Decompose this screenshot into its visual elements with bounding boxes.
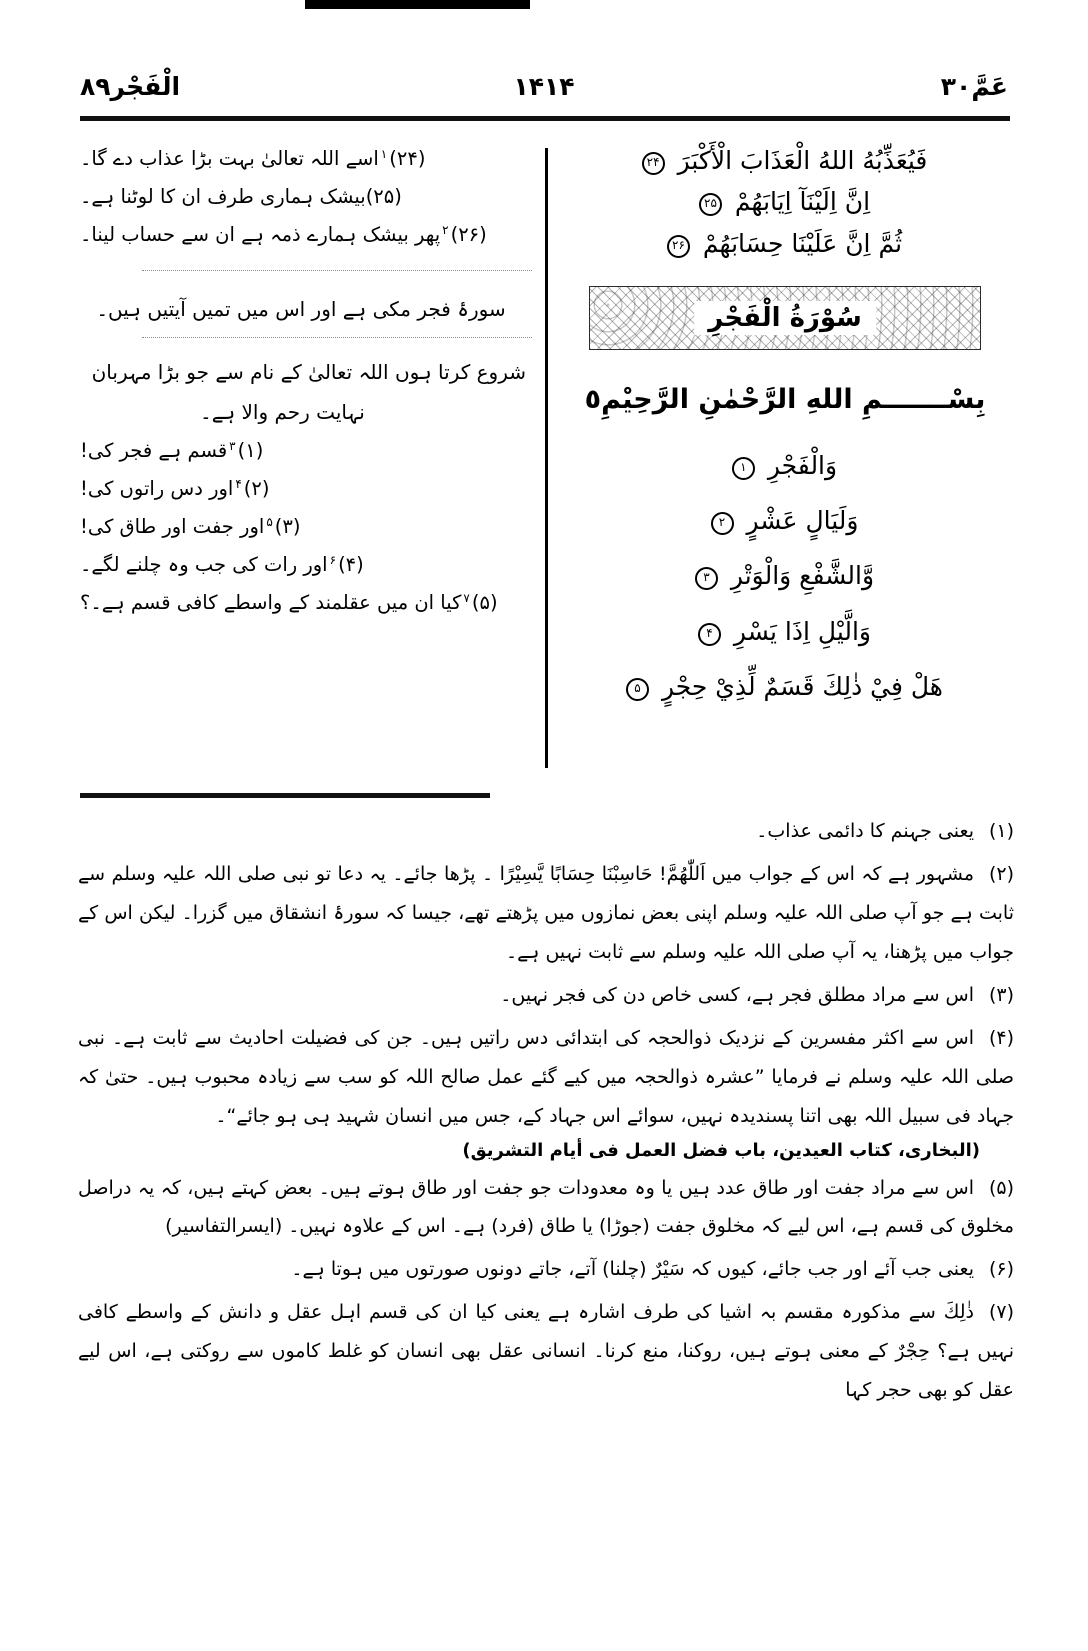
urdu-verse-number: (۲۴) bbox=[389, 147, 426, 170]
ayah-text: فَيُعَذِّبُهُ اللهُ الْعَذَابَ الْأَكْبَرَ bbox=[677, 146, 928, 175]
urdu-translation-line bbox=[80, 216, 532, 254]
footnote-marker: (۵) bbox=[988, 1176, 1014, 1199]
ayah-number: ۴ bbox=[698, 623, 721, 646]
urdu-verse-number: (۱) bbox=[237, 439, 264, 463]
footnote-text: اس سے اکثر مفسرین کے نزدیک ذوالحجہ کی ابتدائی دس راتیں ہیں۔ جن کی فضیلت احادیث سے ثابت ہے۔ نبی صلی اللہ علیہ وسلم نے فرمایا ”عشرہ ذوالحجہ میں کیے گئے عمل صالح اللہ کو سب سے زیادہ محبوب ہیں۔ حتیٰ کہ جہاد فی سبیل اللہ بھی اتنا پسندیدہ نہیں، سوائے اس جہاد کے، جس میں انسان شہید ہی ہو جائے“۔ bbox=[78, 1026, 1014, 1127]
footnote-ref[interactable]: ۷ bbox=[463, 590, 470, 605]
ayah-number: ۵ bbox=[626, 678, 649, 701]
surah-title: سُوْرَةُ الْفَجْرِ bbox=[694, 301, 876, 335]
ayah-line bbox=[560, 181, 1010, 222]
urdu-translation-line bbox=[80, 508, 532, 546]
footnote-marker: (۱) bbox=[988, 820, 1014, 842]
basmala-arabic: بِسْـــــــمِ اللهِ الرَّحْمٰنِ الرَّحِيْمِ٥ bbox=[584, 383, 986, 415]
running-header bbox=[80, 72, 1008, 118]
ayah-line bbox=[560, 500, 1010, 541]
footnote-text: یعنی جب آئے اور جب جائے، کیوں کہ سَیْرٌ (چلنا) آتے، جاتے دونوں صورتوں میں ہوتا ہے۔ bbox=[291, 1258, 974, 1281]
urdu-verse-number: (۲) bbox=[243, 477, 270, 501]
ayah-text: ثُمَّ اِنَّ عَلَيْنَا حِسَابَهُمْ bbox=[702, 228, 903, 258]
footnote-marker: (۳) bbox=[988, 983, 1014, 1006]
footnote-item bbox=[78, 812, 1014, 851]
urdu-text: پھر بیشک ہمارے ذمہ ہے ان سے حساب لینا۔ bbox=[80, 223, 441, 247]
basmala-urdu-line-2: نہایت رحم والا ہے۔ bbox=[200, 400, 365, 425]
urdu-text: اور رات کی جب وہ چلنے لگے۔ bbox=[80, 553, 328, 577]
urdu-translation-line bbox=[80, 546, 532, 584]
ayah-line bbox=[560, 555, 1010, 596]
urdu-text: کیا ان میں عقلمند کے واسطے کافی قسم ہے۔؟ bbox=[80, 591, 462, 615]
urdu-translation-line bbox=[80, 470, 532, 508]
ayah-text: وَلَيَالٍ عَشْرٍ bbox=[746, 506, 859, 535]
footnote-item bbox=[78, 1250, 1014, 1289]
ayah-text: اِنَّ اِلَيْنَآ اِيَابَهُمْ bbox=[734, 187, 871, 217]
footnote-ref[interactable]: ۵ bbox=[266, 514, 273, 529]
ayah-text: هَلْ فِيْ ذٰلِكَ قَسَمٌ لِّذِيْ حِجْرٍ bbox=[661, 671, 943, 701]
urdu-translation-line bbox=[80, 178, 532, 216]
urdu-translation-line bbox=[80, 140, 532, 178]
footnote-marker: (۷) bbox=[988, 1301, 1014, 1324]
urdu-text: اور جفت اور طاق کی! bbox=[80, 515, 265, 539]
urdu-translation-line bbox=[80, 432, 532, 470]
ayah-number: ۲ bbox=[711, 512, 734, 535]
footnote-ref[interactable]: ۶ bbox=[329, 552, 337, 567]
footnote-citation: (البخاری، کتاب العیدین، باب فضل العمل فی أیام التشریق) bbox=[462, 1139, 980, 1161]
urdu-text: قسم ہے فجر کی! bbox=[80, 439, 228, 463]
surah-intro-text: سورۂ فجر مکی ہے اور اس میں تمیں آیتیں ہیں۔ bbox=[96, 297, 506, 322]
ayah-text: وَّالشَّفْعِ وَالْوَتْرِ bbox=[730, 561, 875, 591]
footnote-ref[interactable]: ۱ bbox=[380, 146, 388, 161]
footnote-item bbox=[78, 1019, 1014, 1136]
page-top-crop-bar bbox=[305, 0, 530, 9]
ayah-text: وَالَّيْلِ اِذَا يَسْرِ bbox=[733, 616, 872, 646]
surah-title-banner bbox=[589, 286, 981, 350]
urdu-verse-number: (۴) bbox=[338, 553, 364, 577]
footnote-item bbox=[78, 976, 1014, 1015]
footnote-text: مشہور ہے کہ اس کے جواب میں اَللّٰهُمَّ! حَاسِبْنَا حِسَابًا يَّسِيْرًا ۔ پڑھا جائے۔ یہ دعا تو نبی صلی اللہ علیہ وسلم سے ثابت ہے جو آپ صلی اللہ علیہ وسلم اپنی بعض نمازوں میں پڑھتے تھے، جیسا کہ سورۂ انشقاق میں گزرا۔ لیکن اس کے جواب میں پڑھنا، یہ آپ صلی اللہ علیہ وسلم سے ثابت نہیں ہے۔ bbox=[78, 862, 1014, 963]
urdu-text: اور دس راتوں کی! bbox=[80, 477, 234, 501]
ayah-line bbox=[560, 666, 1010, 707]
footnote-ref[interactable]: ۲ bbox=[442, 222, 449, 237]
footnote-text: اس سے مراد مطلق فجر ہے، کسی خاص دن کی فجر نہیں۔ bbox=[500, 983, 974, 1006]
urdu-verse-number: (۳) bbox=[274, 515, 301, 539]
footnote-ref[interactable]: ۳ bbox=[229, 438, 236, 453]
basmala-urdu-line-1: شروع کرتا ہوں اللہ تعالیٰ کے نام سے جو بڑا مہربان bbox=[91, 360, 526, 385]
footnote-divider-rule bbox=[80, 793, 490, 798]
header-divider-rule bbox=[80, 116, 1010, 121]
urdu-verse-number: (۵) bbox=[471, 591, 498, 615]
ayah-number: ۳ bbox=[695, 567, 718, 590]
footnote-marker: (۶) bbox=[988, 1258, 1014, 1281]
ayah-text: وَالْفَجْرِ bbox=[767, 450, 838, 480]
footnote-text: یعنی جہنم کا دائمی عذاب۔ bbox=[756, 820, 974, 842]
urdu-section-separator bbox=[142, 270, 532, 271]
footnote-item bbox=[78, 855, 1014, 972]
urdu-section-separator bbox=[142, 337, 532, 338]
footnote-ref[interactable]: ۴ bbox=[235, 476, 242, 491]
basmala-urdu-translation bbox=[80, 352, 532, 432]
ayah-number: ۲۴ bbox=[642, 152, 665, 175]
footnotes-section bbox=[78, 812, 1014, 1414]
surah-ayat-list bbox=[560, 445, 1010, 707]
header-juz-label: عَمَّ۳۰ bbox=[940, 72, 1008, 101]
ayah-line bbox=[560, 140, 1010, 181]
ayah-number: ۲۵ bbox=[699, 193, 722, 216]
footnote-marker: (۴) bbox=[988, 1026, 1014, 1049]
ayah-number: ۲۶ bbox=[667, 235, 690, 258]
footnote-text: ذٰلِكَ سے مذکورہ مقسم بہ اشیا کی طرف اشارہ ہے یعنی کیا ان کی قسم اہل عقل و دانش کے واسطے کافی نہیں ہے؟ حِجْرٌ کے معنی ہوتے ہیں، روکنا، منع کرنا۔ انسانی عقل بھی انسان کو غلط کاموں سے روکتی ہے، اس لیے عقل کو بھی حجر کہا bbox=[78, 1301, 1014, 1402]
column-divider bbox=[545, 148, 548, 768]
footnote-marker: (۲) bbox=[988, 862, 1014, 885]
footnote-text: اس سے مراد جفت اور طاق عدد ہیں یا وہ معدودات جو جفت اور طاق ہوتے ہیں۔ بعض کہتے ہیں، کہ یہ دراصل مخلوق کی قسم ہے، اس لیے کہ مخلوق جفت (جوڑا) یا طاق (فرد) ہے۔ اس کے علاوہ نہیں۔ (ایسرالتفاسیر) bbox=[78, 1176, 1014, 1238]
ayah-line bbox=[560, 445, 1010, 486]
urdu-verse-number: (۲۵) bbox=[365, 185, 402, 209]
ayah-line bbox=[560, 611, 1010, 652]
ayah-number: ۱ bbox=[732, 457, 755, 480]
body-columns bbox=[80, 140, 1010, 785]
arabic-column bbox=[560, 140, 1010, 721]
urdu-text: بیشک ہماری طرف ان کا لوٹنا ہے۔ bbox=[80, 185, 366, 209]
header-surah-label: الْفَجْر۸۹ bbox=[80, 72, 181, 101]
footnote-item bbox=[78, 1293, 1014, 1410]
urdu-text: اسے اللہ تعالیٰ بہت بڑا عذاب دے گا۔ bbox=[80, 147, 379, 170]
footnote-item bbox=[78, 1169, 1014, 1247]
page-number: ۱۴۱۴ bbox=[513, 72, 575, 101]
ayah-line bbox=[560, 223, 1010, 264]
urdu-column bbox=[80, 140, 532, 622]
urdu-verse-number: (۲۶) bbox=[450, 223, 487, 247]
urdu-translation-line bbox=[80, 584, 532, 622]
